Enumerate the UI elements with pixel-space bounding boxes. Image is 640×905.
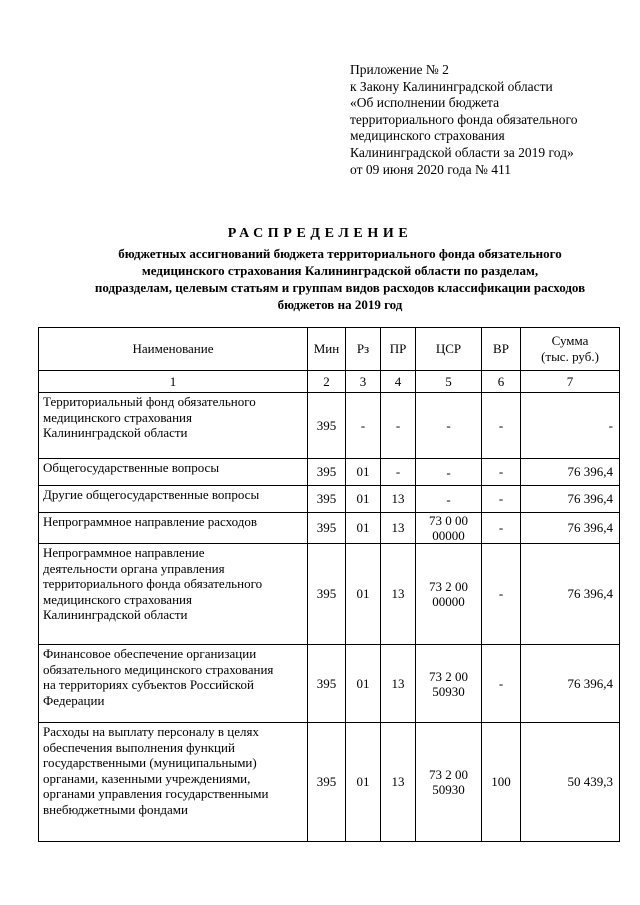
row-vr: -: [482, 459, 521, 486]
row-csr: [416, 645, 482, 723]
row-vr: -: [482, 513, 521, 544]
row-csr: [416, 544, 482, 645]
row-name: [39, 544, 308, 645]
row-csr-line: 00000: [432, 594, 465, 609]
row-min: 395: [308, 486, 346, 513]
row-pr: -: [381, 459, 416, 486]
row-sum: -: [521, 393, 620, 459]
row-name-line: обязательного медицинского страхования: [43, 661, 274, 677]
column-number-row: [39, 371, 620, 393]
table-row: [39, 459, 620, 486]
subtitle-line: медицинского страхования Калининградской области по разделам,: [141, 263, 539, 278]
row-name-line: Финансовое обеспечение организации: [43, 646, 257, 661]
row-name-line: медицинского страхования: [43, 591, 192, 607]
document-subtitle: [60, 245, 620, 313]
header-rz: Рз: [346, 328, 381, 371]
row-name-line: государственными (муниципальными): [43, 755, 257, 770]
header-sum: [521, 328, 620, 371]
column-number: 5: [416, 371, 482, 393]
row-name-line: внебюджетными фондами: [43, 801, 188, 817]
row-csr: [416, 393, 482, 459]
row-csr: [416, 486, 482, 513]
subtitle-line: бюджетных ассигнований бюджета территориального фонда обязательного: [118, 246, 562, 261]
row-rz: 01: [346, 645, 381, 723]
row-name-line: Территориальный фонд обязательного: [43, 394, 256, 409]
appendix-line: территориального фонда обязательного: [350, 111, 578, 127]
header-csr: ЦСР: [416, 328, 482, 371]
row-min: 395: [308, 393, 346, 459]
row-name-line: Калининградской области: [43, 607, 188, 622]
table-row: [39, 723, 620, 842]
row-csr: [416, 723, 482, 842]
row-pr: 13: [381, 723, 416, 842]
appendix-line: «Об исполнении бюджета: [350, 95, 500, 111]
row-name: [39, 723, 308, 842]
row-csr-line: -: [446, 464, 451, 480]
column-number: 1: [39, 371, 308, 393]
header-min: Мин: [308, 328, 346, 371]
row-csr-line: -: [446, 491, 451, 507]
row-vr: -: [482, 544, 521, 645]
row-csr: [416, 513, 482, 544]
row-name: [39, 459, 308, 486]
row-name-line: медицинского страхования: [43, 409, 192, 425]
column-number: 2: [308, 371, 346, 393]
row-sum: 76 396,4: [521, 544, 620, 645]
row-rz: 01: [346, 459, 381, 486]
row-sum: 76 396,4: [521, 645, 620, 723]
row-name: [39, 393, 308, 459]
row-csr-line: 73 2 00: [429, 668, 468, 684]
appendix-header: [350, 62, 635, 178]
appendix-line: к Закону Калининградской области: [350, 78, 553, 94]
row-pr: 13: [381, 544, 416, 645]
row-csr-line: 73 2 00: [429, 579, 468, 594]
row-sum: 50 439,3: [521, 723, 620, 842]
row-name-line: Калининградской области: [43, 425, 188, 440]
budget-table: [38, 327, 620, 842]
row-name: [39, 486, 308, 513]
table-row: [39, 544, 620, 645]
row-name-line: органами, казенными учреждениями,: [43, 770, 251, 786]
row-csr-line: -: [446, 418, 451, 433]
column-number: 6: [482, 371, 521, 393]
row-vr: -: [482, 645, 521, 723]
row-vr: -: [482, 393, 521, 459]
row-name-line: деятельности органа управления: [43, 560, 225, 576]
subtitle-line: подразделам, целевым статьям и группам видов расходов классификации расходов: [94, 280, 586, 295]
row-name: [39, 513, 308, 544]
row-pr: 13: [381, 486, 416, 513]
row-sum: 76 396,4: [521, 513, 620, 544]
row-min: 395: [308, 723, 346, 842]
column-number: 4: [381, 371, 416, 393]
row-pr: 13: [381, 513, 416, 544]
table-header-row: [39, 328, 620, 371]
row-pr: -: [381, 393, 416, 459]
row-name-line: Расходы на выплату персоналу в целях: [43, 724, 259, 739]
row-name: [39, 645, 308, 723]
header-vr: ВР: [482, 328, 521, 371]
row-csr-line: 73 2 00: [429, 767, 468, 782]
row-name-line: Другие общегосударственные вопросы: [43, 487, 260, 502]
row-vr: 100: [482, 723, 521, 842]
row-sum: 76 396,4: [521, 486, 620, 513]
row-pr: 13: [381, 645, 416, 723]
header-sum-line2: (тыс. руб.): [541, 349, 599, 364]
row-csr-line: 50930: [432, 782, 465, 797]
header-name: Наименование: [39, 328, 308, 371]
header-sum-line1: Сумма: [551, 333, 589, 348]
row-sum: 76 396,4: [521, 459, 620, 486]
row-name-line: органами управления государственными: [43, 786, 269, 801]
appendix-line: медицинского страхования: [350, 128, 505, 144]
row-rz: 01: [346, 486, 381, 513]
column-number: 7: [521, 371, 620, 393]
appendix-line: Калининградской области за 2019 год»: [350, 144, 574, 160]
row-csr-line: 73 0 00: [429, 513, 468, 528]
row-name-line: обеспечения выполнения функций: [43, 739, 235, 755]
row-csr-line: 50930: [432, 683, 465, 699]
appendix-line: от 09 июня 2020 года № 411: [350, 161, 512, 177]
row-name-line: Непрограммное направление расходов: [43, 514, 257, 529]
subtitle-line: бюджетов на 2019 год: [277, 297, 403, 312]
column-number: 3: [346, 371, 381, 393]
row-name-line: Общегосударственные вопросы: [43, 460, 220, 475]
row-rz: 01: [346, 513, 381, 544]
row-min: 395: [308, 544, 346, 645]
row-min: 395: [308, 459, 346, 486]
document-title: РАСПРЕДЕЛЕНИЕ: [227, 226, 413, 241]
row-rz: 01: [346, 544, 381, 645]
row-csr: [416, 459, 482, 486]
table-row: [39, 513, 620, 544]
table-row: [39, 645, 620, 723]
row-name-line: Непрограммное направление: [43, 545, 205, 560]
row-name-line: территориального фонда обязательного: [43, 576, 263, 591]
header-pr: ПР: [381, 328, 416, 371]
table-row: [39, 486, 620, 513]
row-rz: -: [346, 393, 381, 459]
row-csr-line: 00000: [432, 528, 465, 543]
row-name-line: на территориях субъектов Российской: [43, 677, 254, 692]
table-row: [39, 393, 620, 459]
row-min: 395: [308, 513, 346, 544]
row-min: 395: [308, 645, 346, 723]
row-rz: 01: [346, 723, 381, 842]
row-vr: -: [482, 486, 521, 513]
row-name-line: Федерации: [43, 692, 105, 708]
appendix-line: Приложение № 2: [350, 62, 449, 77]
